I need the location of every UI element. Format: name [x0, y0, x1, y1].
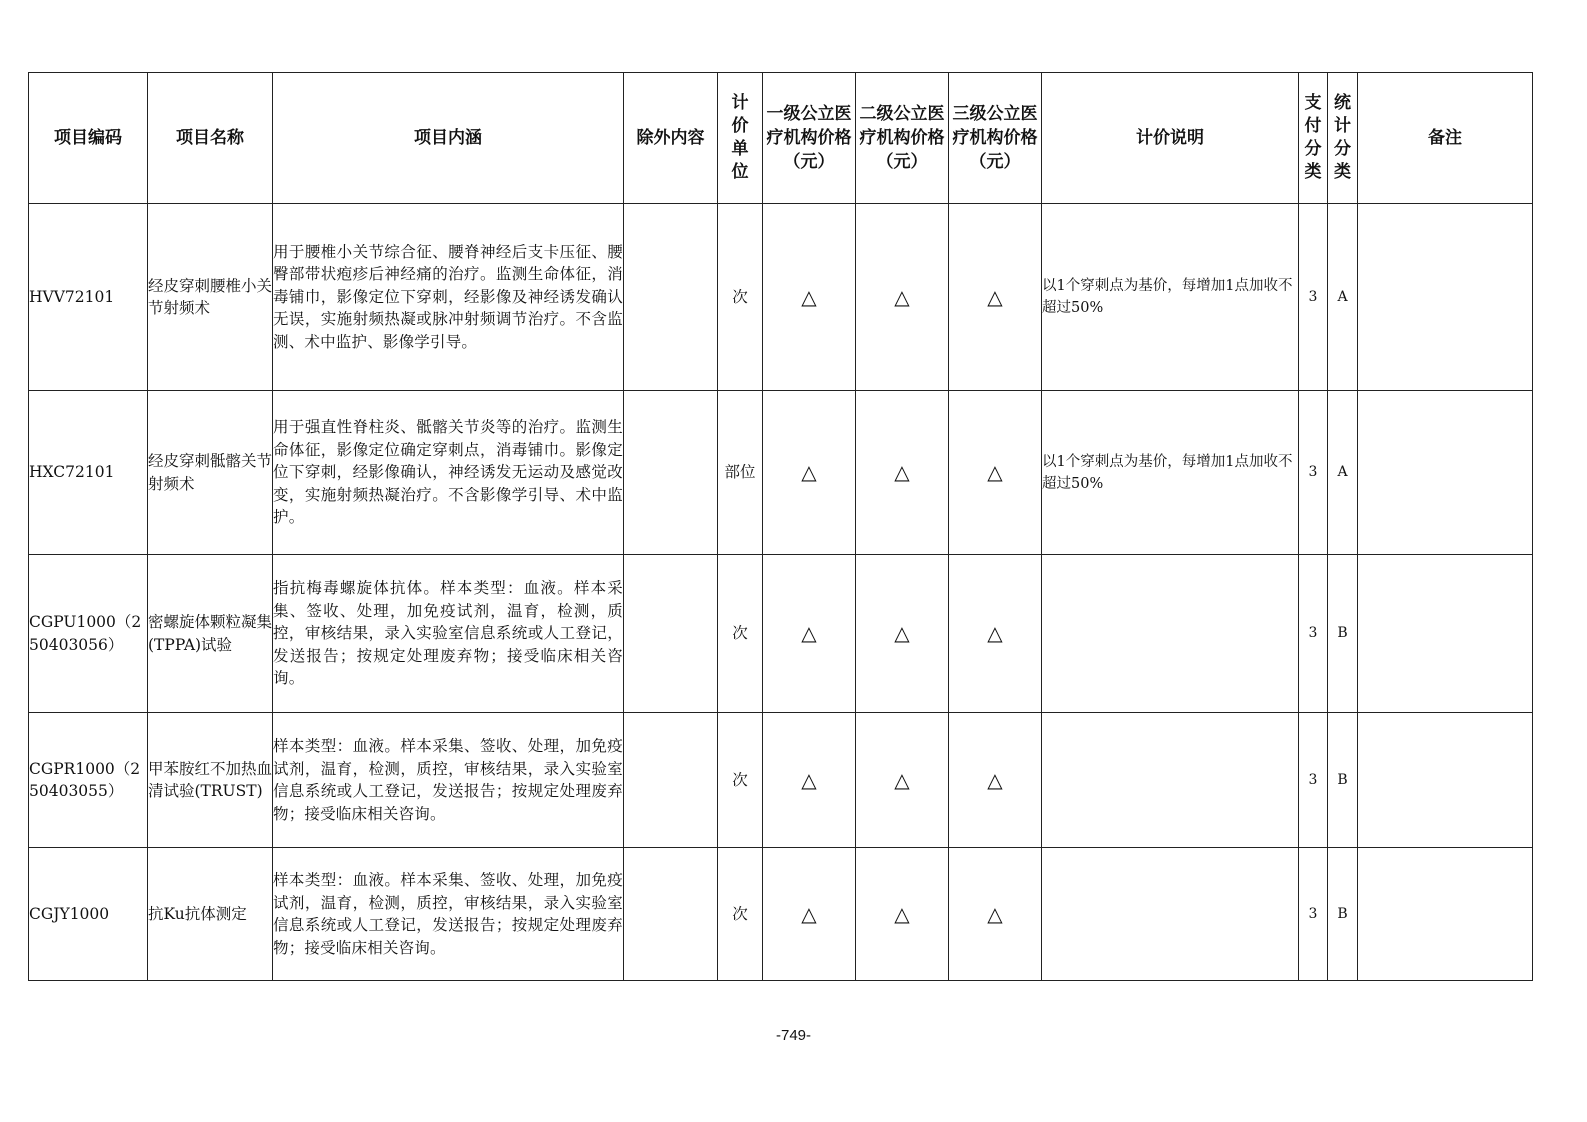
cell-code: CGPU1000（250403056）: [29, 555, 148, 713]
cell-name: 经皮穿刺骶髂关节射频术: [148, 391, 273, 555]
cell-code: HXC72101: [29, 391, 148, 555]
header-remark: 备注: [1358, 73, 1533, 204]
cell-exclusion: [624, 391, 718, 555]
cell-stat-class: B: [1328, 848, 1358, 981]
cell-code: HVV72101: [29, 204, 148, 391]
cell-pricing-note: 以1个穿刺点为基价，每增加1点加收不超过50%: [1042, 204, 1299, 391]
cell-price1: △: [763, 713, 856, 848]
cell-exclusion: [624, 848, 718, 981]
cell-content: 用于腰椎小关节综合征、腰脊神经后支卡压征、腰臀部带状疱疹后神经痛的治疗。监测生命体征，消毒铺巾，影像定位下穿刺，经影像及神经诱发确认无误，实施射频热凝或脉冲射频调节治疗。不含监测、术中监护、影像学引导。: [273, 204, 624, 391]
table-row: [29, 391, 1533, 555]
header-stat-class-text: 统计分类: [1334, 93, 1351, 182]
cell-price1: △: [763, 555, 856, 713]
cell-price2: △: [856, 848, 949, 981]
cell-price2: △: [856, 555, 949, 713]
cell-stat-class: B: [1328, 555, 1358, 713]
cell-exclusion: [624, 555, 718, 713]
header-price1: 一级公立医疗机构价格（元）: [763, 73, 856, 204]
table-row: [29, 713, 1533, 848]
cell-stat-class: A: [1328, 391, 1358, 555]
cell-exclusion: [624, 204, 718, 391]
cell-unit: 次: [718, 713, 763, 848]
cell-remark: [1358, 204, 1533, 391]
cell-unit: 部位: [718, 391, 763, 555]
cell-name: 抗Ku抗体测定: [148, 848, 273, 981]
cell-price2: △: [856, 391, 949, 555]
cell-price1: △: [763, 848, 856, 981]
cell-price3: △: [949, 555, 1042, 713]
cell-code: CGPR1000（250403055）: [29, 713, 148, 848]
cell-pay-class: 3: [1299, 713, 1328, 848]
table-row: [29, 848, 1533, 981]
cell-remark: [1358, 391, 1533, 555]
header-pricing-note: 计价说明: [1042, 73, 1299, 204]
cell-remark: [1358, 713, 1533, 848]
header-content: 项目内涵: [273, 73, 624, 204]
cell-remark: [1358, 555, 1533, 713]
cell-unit: 次: [718, 204, 763, 391]
cell-pay-class: 3: [1299, 555, 1328, 713]
cell-price1: △: [763, 204, 856, 391]
cell-pay-class: 3: [1299, 204, 1328, 391]
header-name: 项目名称: [148, 73, 273, 204]
cell-pay-class: 3: [1299, 848, 1328, 981]
cell-content: 用于强直性脊柱炎、骶髂关节炎等的治疗。监测生命体征，影像定位确定穿刺点，消毒铺巾。影像定位下穿刺，经影像确认，神经诱发无运动及感觉改变，实施射频热凝治疗。不含影像学引导、术中监护。: [273, 391, 624, 555]
header-pay-class-text: 支付分类: [1304, 93, 1322, 182]
cell-stat-class: B: [1328, 713, 1358, 848]
cell-name: 经皮穿刺腰椎小关节射频术: [148, 204, 273, 391]
cell-content: 样本类型：血液。样本采集、签收、处理，加免疫试剂，温育，检测，质控，审核结果，录入实验室信息系统或人工登记，发送报告；按规定处理废弃物；接受临床相关咨询。: [273, 848, 624, 981]
cell-unit: 次: [718, 555, 763, 713]
cell-price1: △: [763, 391, 856, 555]
cell-price2: △: [856, 713, 949, 848]
header-unit: [718, 73, 763, 204]
header-stat-class: [1328, 73, 1358, 204]
cell-price3: △: [949, 204, 1042, 391]
cell-name: 甲苯胺红不加热血清试验(TRUST): [148, 713, 273, 848]
cell-price2: △: [856, 204, 949, 391]
cell-content: 指抗梅毒螺旋体抗体。样本类型：血液。样本采集、签收、处理，加免疫试剂，温育，检测，质控，审核结果，录入实验室信息系统或人工登记，发送报告；按规定处理废弃物；接受临床相关咨询。: [273, 555, 624, 713]
pricing-table: [28, 72, 1533, 981]
header-price2: 二级公立医疗机构价格（元）: [856, 73, 949, 204]
table-row: [29, 555, 1533, 713]
header-code: 项目编码: [29, 73, 148, 204]
cell-pay-class: 3: [1299, 391, 1328, 555]
cell-unit: 次: [718, 848, 763, 981]
cell-exclusion: [624, 713, 718, 848]
cell-price3: △: [949, 713, 1042, 848]
cell-price3: △: [949, 848, 1042, 981]
cell-content: 样本类型：血液。样本采集、签收、处理，加免疫试剂，温育，检测，质控，审核结果，录入实验室信息系统或人工登记，发送报告；按规定处理废弃物；接受临床相关咨询。: [273, 713, 624, 848]
cell-pricing-note: 以1个穿刺点为基价，每增加1点加收不超过50%: [1042, 391, 1299, 555]
header-unit-text: 计价单位: [731, 93, 749, 182]
header-price3: 三级公立医疗机构价格（元）: [949, 73, 1042, 204]
cell-pricing-note: [1042, 848, 1299, 981]
page-number: -749-: [775, 1027, 812, 1044]
header-row: [29, 73, 1533, 204]
cell-pricing-note: [1042, 713, 1299, 848]
table-row: [29, 204, 1533, 391]
header-pay-class: [1299, 73, 1328, 204]
table-body: [29, 204, 1533, 981]
header-exclusion: 除外内容: [624, 73, 718, 204]
cell-pricing-note: [1042, 555, 1299, 713]
cell-code: CGJY1000: [29, 848, 148, 981]
cell-price3: △: [949, 391, 1042, 555]
cell-remark: [1358, 848, 1533, 981]
cell-stat-class: A: [1328, 204, 1358, 391]
cell-name: 密螺旋体颗粒凝集(TPPA)试验: [148, 555, 273, 713]
